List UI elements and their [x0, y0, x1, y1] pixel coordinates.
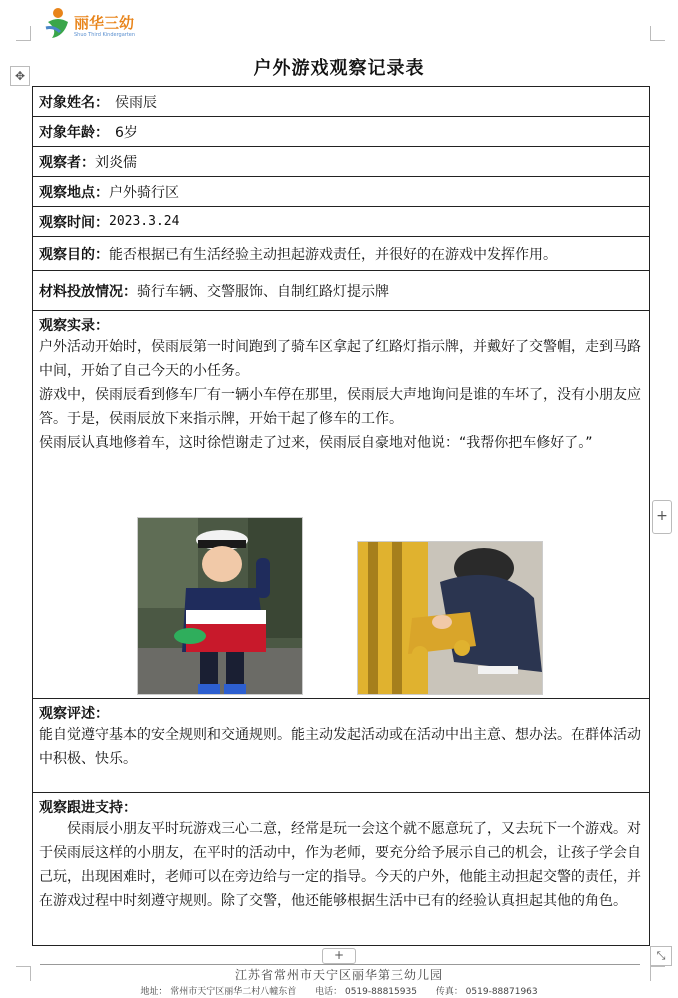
time-value: 2023.3.24	[109, 214, 180, 229]
footer-contact	[0, 984, 678, 997]
observation-table	[32, 86, 650, 946]
place-value: 户外骑行区	[109, 184, 179, 201]
row-time	[33, 207, 649, 237]
support-title: 观察跟进支持：	[39, 800, 137, 816]
footer-divider	[40, 964, 640, 965]
document-title: 户外游戏观察记录表	[253, 58, 425, 79]
goal-label: 观察目的：	[39, 246, 109, 263]
age-value: 6岁	[115, 124, 138, 141]
material-value: 骑行车辆、交警服饰、自制红路灯提示牌	[137, 283, 389, 300]
row-goal	[33, 237, 649, 271]
observer-value: 刘炎儒	[95, 154, 137, 171]
support-text: 侯雨辰小朋友平时玩游戏三心二意，经常是玩一会这个就不愿意玩了，又去玩下一个游戏。对于侯雨辰这样的小朋友，在平时的活动中，作为老师，要充分给予展示自己的机会，让孩子学会自己玩，出现困难时，老师可以在旁边给与一定的指导。今天的户外，他能主动担起交警的责任，并在游戏过程中时刻遵守规则。除了交警，他还能够根据生活中已有的经验认真担起其他的角色。	[39, 821, 641, 909]
photo-repairing-car	[357, 541, 543, 695]
logo-subtitle: Shuo Third Kindergarten	[74, 32, 136, 38]
logo-mark-icon	[44, 6, 72, 40]
row-age	[33, 117, 649, 147]
logo-name: 丽华三幼	[74, 14, 135, 32]
row-material	[33, 271, 649, 311]
row-name	[33, 87, 649, 117]
material-label: 材料投放情况：	[39, 283, 137, 300]
name-label: 对象姓名：	[39, 94, 109, 111]
footer-fax: 传真： 0519-88871963	[435, 987, 538, 997]
page-corner-top-left	[16, 26, 31, 41]
school-logo	[44, 6, 154, 42]
footer-address: 地址： 常州市天宁区丽华二村八幢东首	[140, 987, 297, 997]
record-paragraph-3: 侯雨辰认真地修着车，这时徐恺谢走了过来，侯雨辰自豪地对他说：“我帮你把车修好了。”	[39, 435, 593, 451]
table-resize-handle-icon[interactable]: ⤡	[650, 946, 672, 966]
observer-label: 观察者：	[39, 154, 95, 171]
name-value: 侯雨辰	[115, 94, 157, 111]
comment-text: 能自觉遵守基本的安全规则和交通规则。能主动发起活动或在活动中出主意、想办法。在群体活动中积极、快乐。	[39, 727, 641, 767]
record-paragraph-2: 游戏中，侯雨辰看到修车厂有一辆小车停在那里，侯雨辰大声地询问是谁的车坏了，没有小朋友应答。于是，侯雨辰放下来指示牌，开始干起了修车的工作。	[39, 387, 641, 427]
comment-title: 观察评述：	[39, 706, 109, 722]
age-label: 对象年龄：	[39, 124, 109, 141]
row-support	[33, 793, 649, 945]
goal-value: 能否根据已有生活经验主动担起游戏责任，并很好的在游戏中发挥作用。	[109, 246, 557, 263]
row-comment	[33, 699, 649, 793]
place-label: 观察地点：	[39, 184, 109, 201]
add-column-button[interactable]: +	[652, 500, 672, 534]
record-paragraph-1: 户外活动开始时，侯雨辰第一时间跑到了骑车区拿起了红路灯指示牌，并戴好了交警帽，走到马路中间，开始了自己今天的小任务。	[39, 339, 641, 379]
page-corner-top-right	[650, 26, 665, 41]
table-move-handle-icon[interactable]: ✥	[10, 66, 30, 86]
photo-traffic-police	[137, 517, 303, 695]
footer-school-name: 江苏省常州市天宁区丽华第三幼儿园	[234, 968, 443, 982]
add-row-button[interactable]: +	[322, 948, 356, 964]
footer-phone: 电话： 0519-88815935	[315, 987, 417, 997]
row-place	[33, 177, 649, 207]
time-label: 观察时间：	[39, 214, 109, 231]
record-title: 观察实录：	[39, 318, 109, 334]
row-observer	[33, 147, 649, 177]
row-record	[33, 311, 649, 699]
